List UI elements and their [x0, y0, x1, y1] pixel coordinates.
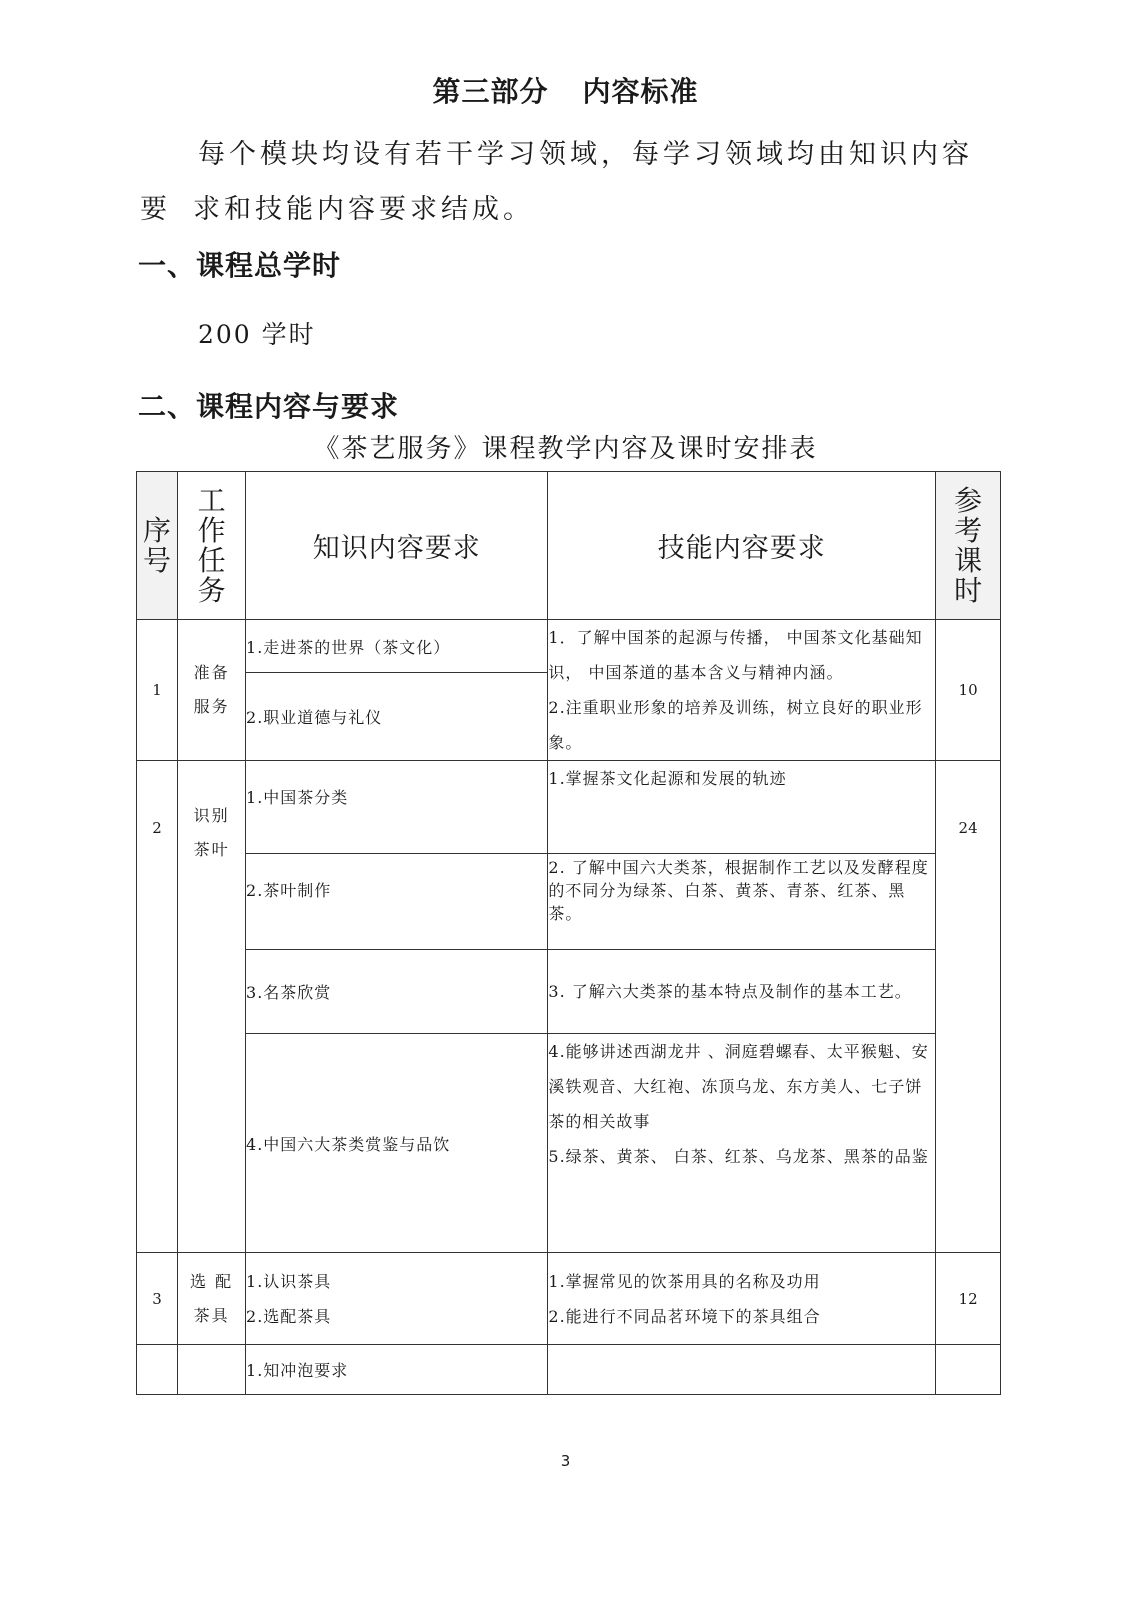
- row-hours: 12: [936, 1253, 1001, 1345]
- page-number: 3: [560, 1452, 571, 1470]
- row-task: 准备 服务: [178, 620, 246, 761]
- section-heading-content: 二、课程内容与要求: [138, 390, 400, 423]
- table-row: [137, 620, 1001, 673]
- knowledge-item: 4.中国六大茶类赏鉴与品饮: [246, 1034, 548, 1253]
- table-row: [137, 1345, 1001, 1395]
- intro-line2-rest: 求和技能内容要求结成。: [193, 194, 534, 225]
- total-hours-value: 200 学时: [198, 320, 316, 349]
- intro-paragraph-line1: 每个模块均设有若干学习领域，每学习领域均由知识内容: [198, 139, 973, 170]
- row-number: 1: [137, 620, 178, 761]
- table-header-row: [137, 472, 1001, 620]
- row-hours: 24: [936, 761, 1001, 1253]
- title-part: 第三部分: [432, 75, 549, 108]
- knowledge-item: 3.名茶欣赏: [246, 950, 548, 1034]
- skill-item: 1.掌握茶文化起源和发展的轨迹: [548, 761, 936, 854]
- skill-item: 2. 了解中国六大类茶，根据制作工艺以及发酵程度的不同分为绿茶、白茶、黄茶、青茶、红茶、黑茶。: [548, 854, 936, 950]
- table-caption: 《茶艺服务》课程教学内容及课时安排表: [313, 434, 818, 464]
- table-row: [137, 1034, 1001, 1253]
- row-task: 选 配 茶具: [178, 1253, 246, 1345]
- row-number: [137, 1345, 178, 1395]
- row-hours: 10: [936, 620, 1001, 761]
- row-number: 3: [137, 1253, 178, 1345]
- table-row: [137, 1253, 1001, 1345]
- row-number: 2: [137, 761, 178, 1253]
- skill-cell: 1.掌握常见的饮茶用具的名称及功用 2.能进行不同品茗环境下的茶具组合: [548, 1253, 936, 1345]
- header-seq: 序号: [137, 472, 178, 620]
- page-title: [0, 70, 1131, 110]
- skill-item: 3. 了解六大类茶的基本特点及制作的基本工艺。: [548, 950, 936, 1034]
- knowledge-item: 2.职业道德与礼仪: [246, 673, 548, 761]
- skill-cell: [548, 1345, 936, 1395]
- row-hours: [936, 1345, 1001, 1395]
- table-row: [137, 761, 1001, 854]
- title-name: 内容标准: [582, 75, 699, 108]
- section-heading-total-hours: 一、课程总学时: [138, 249, 342, 282]
- knowledge-item: 1.中国茶分类: [246, 761, 548, 854]
- row-task: [178, 1345, 246, 1395]
- intro-line2-first-char: 要: [140, 194, 171, 225]
- table-row: [137, 950, 1001, 1034]
- schedule-table: [136, 471, 1001, 1395]
- knowledge-cell: 1.认识茶具 2.选配茶具: [246, 1253, 548, 1345]
- knowledge-item: 1.走进茶的世界（茶文化）: [246, 620, 548, 673]
- header-skill: 技能内容要求: [548, 472, 936, 620]
- header-task: 工作任务: [178, 472, 246, 620]
- row-task: 识别 茶叶: [178, 761, 246, 1253]
- table-row: [137, 854, 1001, 950]
- header-knowledge: 知识内容要求: [246, 472, 548, 620]
- skill-cell: 4.能够讲述西湖龙井 、洞庭碧螺春、太平猴魁、安溪铁观音、大红袍、冻顶乌龙、东方美人、七子饼茶的相关故事 5.绿茶、黄茶、 白茶、红茶、乌龙茶、黑茶的品鉴: [548, 1034, 936, 1253]
- header-hours: 参考课时: [936, 472, 1001, 620]
- knowledge-item: 2.茶叶制作: [246, 854, 548, 950]
- intro-paragraph-line2: [140, 187, 534, 226]
- knowledge-item: 1.知冲泡要求: [246, 1345, 548, 1395]
- skill-cell: 1．了解中国茶的起源与传播， 中国茶文化基础知识， 中国茶道的基本含义与精神内涵。 2.注重职业形象的培养及训练，树立良好的职业形象。: [548, 620, 936, 761]
